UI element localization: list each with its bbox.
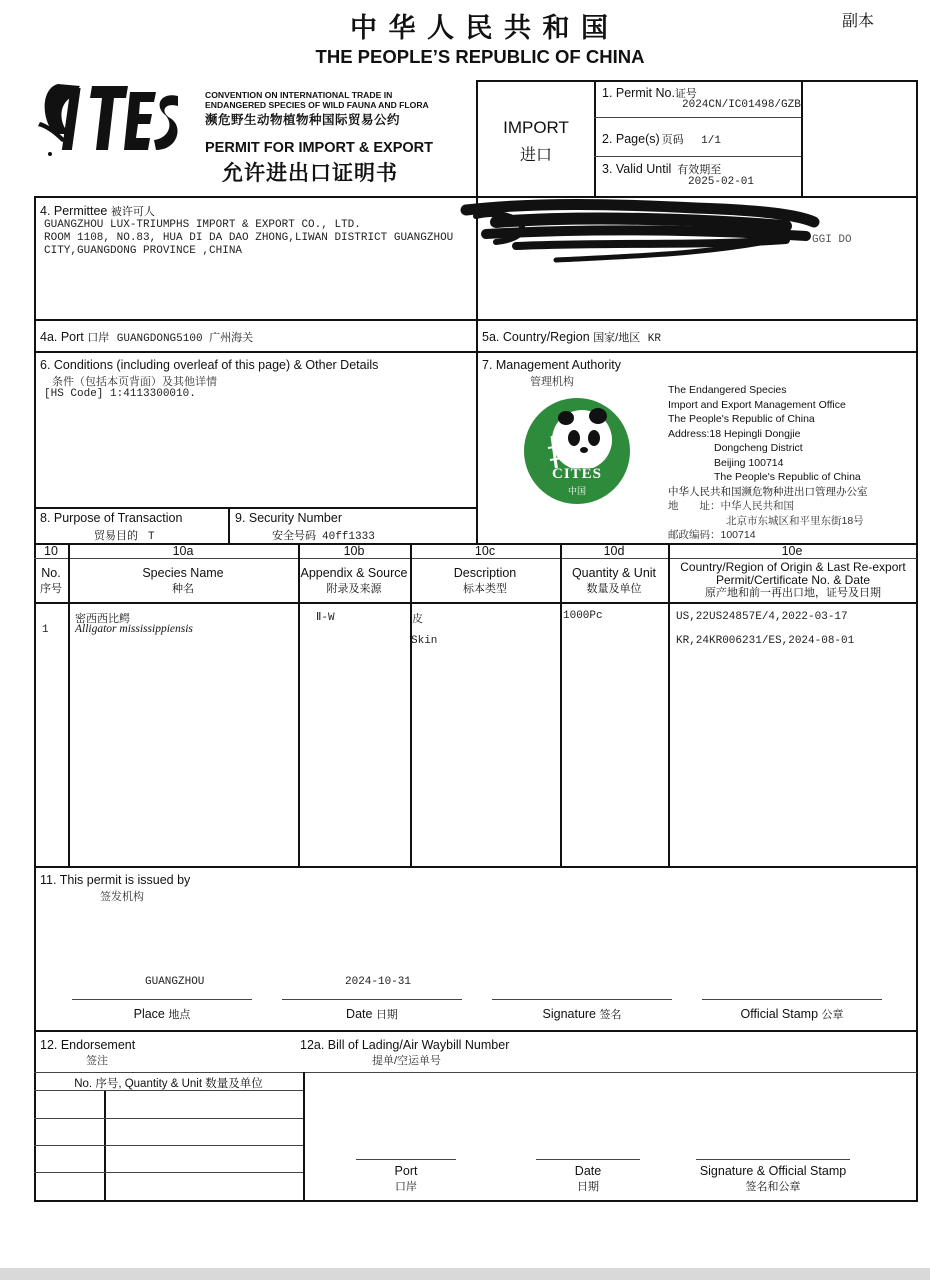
cites-seal [522, 396, 632, 506]
place-label: Place 地点 [133, 1007, 191, 1021]
header-quantity: Quantity & Unit 数量及单位 [571, 566, 657, 595]
hs-code: [HS Code] 1:4113300010. [44, 388, 196, 400]
row-species-latin: Alligator mississippiensis [75, 623, 193, 635]
convention-cn: 濒危野生动物植物种国际贸易公约 [205, 113, 401, 127]
row-species-cn: 密西西比鳄 [75, 614, 130, 626]
permittee-line1: GUANGZHOU LUX-TRIUMPHS IMPORT & EXPORT CO., LTD. [44, 219, 361, 231]
endorse-grid-header: No. 序号, Quantity & Unit 数量及单位 [74, 1078, 263, 1090]
header-species: Species Name 种名 [142, 566, 224, 595]
issued-by-label-cn: 签发机构 [100, 891, 144, 903]
col-code-10c: 10c [474, 544, 496, 558]
conditions-label: 6. Conditions (including overleaf of this page) & Other Details [40, 358, 379, 372]
country-label: 5a. Country/Region 国家/地区 KR [482, 330, 661, 345]
permittee-label: 4. Permittee 被许可人 [40, 204, 155, 218]
redacted-exporter [456, 196, 856, 270]
seal-text-cn: 中国 [567, 486, 586, 496]
col-code-10d: 10d [603, 544, 625, 558]
official-stamp-label: Official Stamp 公章 [740, 1007, 844, 1021]
bill-of-lading-label: 12a. Bill of Lading/Air Waybill Number [300, 1038, 510, 1052]
col-code-10a: 10a [172, 544, 194, 558]
title-en: THE PEOPLE’S REPUBLIC OF CHINA [315, 46, 645, 67]
import-label-cn: 进口 [519, 147, 552, 164]
authority-label: 7. Management Authority [482, 358, 621, 372]
import-label: IMPORT [503, 118, 569, 137]
valid-until-value: 2025-02-01 [688, 176, 755, 188]
redaction-scribble-icon [456, 196, 856, 270]
header-appendix: Appendix & Source 附录及来源 [300, 566, 408, 595]
bottom-edge [0, 1268, 930, 1280]
permit-no-value: 2024CN/IC01498/GZB [682, 99, 801, 111]
cites-logo [36, 78, 184, 164]
permit-title-en: PERMIT FOR IMPORT & EXPORT [205, 140, 433, 156]
row-appendix: Ⅱ-W [316, 612, 335, 624]
row-no: 1 [42, 624, 49, 636]
convention-line1: CONVENTION ON INTERNATIONAL TRADE IN [205, 90, 393, 100]
col-code-10e: 10e [781, 544, 803, 558]
issue-place: GUANGZHOU [145, 976, 205, 988]
header-no: No. 序号 [40, 566, 62, 595]
copy-mark: 副本 [842, 13, 875, 30]
authority-address: The Endangered Species Import and Export Management Office The People's Republic of China Address:18 Hepingli Dongjie Dongcheng District Beijing 100714 The People's Republic of China 中华人民共和国濒危物种进出口管理办公室 地 址：中华人民共和国 北京市东城区和平里东街18号 邮政编码：100714 [668, 384, 868, 541]
signature-label: Signature 签名 [542, 1007, 622, 1021]
purpose-value: 贸易目的 T [94, 530, 155, 543]
row-desc-en: Skin [411, 635, 438, 647]
permit-title-cn: 允许进出口证明书 [222, 162, 398, 185]
permit-no-label: 1. Permit No.证号 [602, 86, 697, 100]
elephant-logo-icon [36, 78, 184, 164]
permittee-line3: CITY,GUANGDONG PROVINCE ,CHINA [44, 245, 243, 257]
endorse-port-label: Port 口岸 [394, 1164, 418, 1193]
exporter-partial-text: GGI DO [812, 234, 852, 246]
endorsement-label-cn: 签注 [86, 1055, 108, 1067]
endorse-date-label: Date 日期 [574, 1164, 602, 1193]
col-code-10b: 10b [343, 544, 365, 558]
issued-by-label: 11. This permit is issued by [40, 873, 191, 887]
endorse-signature-label: Signature & Official Stamp 签名和公章 [699, 1164, 847, 1193]
row-origin-1: US,22US24857E/4,2022-03-17 [676, 611, 848, 623]
bill-of-lading-label-cn: 提单/空运单号 [372, 1055, 442, 1067]
header-description: Description 标本类型 [453, 566, 517, 595]
title-cn: 中 华 人 民 共 和 国 [349, 13, 610, 43]
seal-text: CITES [551, 466, 603, 482]
authority-label-cn: 管理机构 [530, 376, 574, 388]
issue-date: 2024-10-31 [345, 976, 412, 988]
row-quantity: 1000Pc [563, 610, 603, 622]
security-label: 9. Security Number [235, 511, 342, 525]
row-desc-cn: 皮 [412, 614, 423, 626]
purpose-label: 8. Purpose of Transaction [40, 511, 183, 525]
conditions-label-cn: 条件（包括本页背面）及其他详情 [52, 376, 217, 388]
convention-line2: ENDANGERED SPECIES OF WILD FAUNA AND FLORA [205, 100, 429, 110]
permittee-line2: ROOM 1108, NO.83, HUA DI DA DAO ZHONG,LIWAN DISTRICT GUANGZHOU [44, 232, 454, 244]
port-label: 4a. Port 口岸 GUANGDONG5100 广州海关 [40, 330, 254, 345]
valid-until-label: 3. Valid Until 有效期至 [602, 162, 722, 176]
security-value: 安全号码 40ff1333 [272, 530, 375, 543]
col-code-10: 10 [44, 544, 58, 558]
header-origin: Country/Region of Origin & Last Re-export Permit/Certificate No. & Date 原产地和前一再出口地，证号及日期 [680, 560, 906, 599]
row-origin-2: KR,24KR006231/ES,2024-08-01 [676, 635, 855, 647]
pages-label: 2. Page(s) 页码 1/1 [602, 132, 721, 147]
endorsement-label: 12. Endorsement [40, 1038, 136, 1052]
date-label: Date 日期 [346, 1007, 398, 1021]
